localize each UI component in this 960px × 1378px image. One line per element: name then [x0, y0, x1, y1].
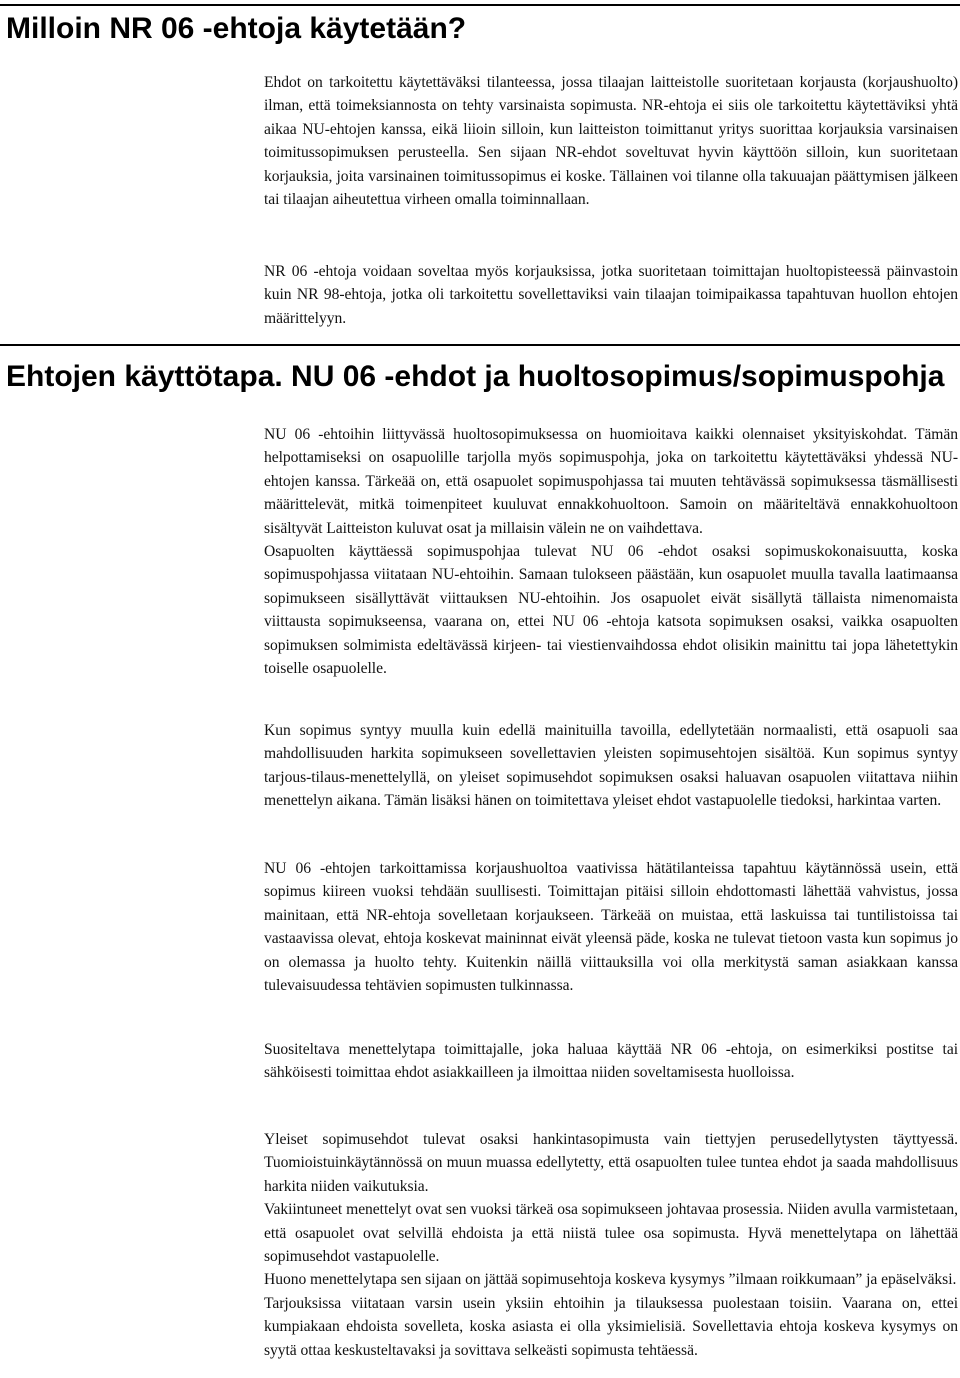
section-title: Ehtojen käyttötapa. NU 06 -ehdot ja huoltosopimus/sopimuspohja [6, 360, 945, 393]
paragraph-intro: Ehdot on tarkoitettu käytettäväksi tilanteessa, jossa tilaajan laitteistolle suoritetaan korjausta (korjaushuolto) ilman, että toimeksiannosta on tehty varsinaista sopimusta. NR-ehtoja ei siis ole tarkoitettu käytettäviksi yhtä aikaa NU-ehtojen kanssa, eikä liioin silloin, kun laitteiston toimittanut yritys suorittaa korjauksia varsinaisen toimitussopimuksen perusteella. Sen sijaan NR-ehdot soveltuvat hyvin käyttöön silloin, kun suoritetaan korjauksia, joita varsinainen toimitussopimus ei koske. Tällainen voi tilanne olla takuuajan päättymisen jälkeen tai tilaajan aiheutettua virheen omalla toiminnallaan. [264, 74, 958, 209]
paragraph-general-terms: Yleiset sopimusehdot tulevat osaksi hankintasopimusta vain tiettyjen perusedellytysten täyttyessä. Tuomioistuinkäytännössä on muun muassa edellytetty, että osapuolten tulee tuntea ehdot ja saada mahdollisuus harkita niiden vaikutuksia. Vakiintuneet menettelyt ovat sen vuoksi tärkeä osa sopimukseen johtavaa prosessia. Niiden avulla varmistetaan, että osapuolet ovat selvillä ehdoista ja että niistä tulee osa sopimusta. Hyvä menettelytapa on lähettää sopimusehdot vastapuolelle. Huono menettelytapa sen sijaan on jättää sopimusehtoja koskeva kysymys ”ilmaan roikkumaan” ja epäselväksi. Tarjouksissa viitataan varsin usein yksiin ehtoihin ja tilauksessa puolestaan toisiin. Vaarana on, ettei kumpiakaan ehdoista sovelleta, koska asiasta ei olla yksimielisiä. Sovellettavia ehtoja koskeva kysymys on syytä ottaa keskusteltavaksi ja sovittava selkeästi sopimusta tehtäessä. [264, 1131, 958, 1359]
paragraph-emergency: NU 06 -ehtojen tarkoittamissa korjaushuoltoa vaativissa hätätilanteissa tapahtuu käytännössä usein, että sopimus kiireen vuoksi tehdään suullisesti. Toimittajan pitäisi silloin ehdottomasti lähettää vahvistus, jossa mainitaan, että NR-ehtoja sovelletaan korjaukseen. Tärkeää on muistaa, että laskuissa tai tuntilistoissa tai vastaavissa olevat, ehtoja koskevat maininnat eivät yleensä päde, koska ne tulevat tietoon vasta kun sopimus jo on olemassa ja huolto tehty. Kuitenkin näillä viittauksilla voi olla merkitystä saman asiakkaan kanssa tulevaisuudessa tehtävien sopimusten tulkinnassa. [264, 860, 958, 995]
title-text: Milloin NR 06 -ehtoja käytetään? [6, 12, 467, 45]
paragraph-service-point: NR 06 -ehtoja voidaan soveltaa myös korjauksissa, jotka suoritetaan toimittajan huoltopisteessä päinvastoin kuin NR 98-ehtoja, jotka oli tarkoitettu sovellettaviksi vain tilaajan toimipaikassa tapahtuvan huollon ehtojen määrittelyyn. [264, 263, 958, 327]
section-heading [0, 344, 960, 394]
paragraph-contract-template: NU 06 -ehtoihin liittyvässä huoltosopimuksessa on huomioitava kaikki olennaiset yksityiskohdat. Tämän helpottamiseksi on osapuolille tarjolla myös sopimuspohja, joka on tarkoitettu käytettäväksi yhdessä NU-ehtojen kanssa. Tärkeää on, että osapuolet sopimuspohjassa tai muuten tehtävässä sopimuksessa täsmällisesti määrittelevät, mitkä toimenpiteet kuuluvat ennakkohuoltoon. Samoin on määriteltävä ennakkohuoltoon sisältyvät Laitteiston kuluvat osat ja millaisin välein ne on vaihdettava. Osapuolten käyttäessä sopimuspohjaa tulevat NU 06 -ehdot osaksi sopimuskokonaisuutta, koska sopimuspohjassa viitataan NU-ehtoihin. Samaan tulokseen päästään, kun osapuolet muulla tavalla laatimaansa sopimukseen sisällyttävät viittauksen NU-ehtoihin. Jos osapuolet eivät sisällytä tällaista nimenomaista viittausta sopimukseensa, vaarana on, ettei NU 06 -ehtoja katsota sopimuksen osaksi, vaikka osapuolten sopimuksen solmimista edeltävässä kirjeen- tai viestienvaihdossa ehdot olisikin mainittu tai jopa lähetettykin toiselle osapuolelle. [264, 426, 958, 678]
title-rule [0, 4, 960, 6]
paragraph-other-methods: Kun sopimus syntyy muulla kuin edellä mainituilla tavoilla, edellytetään normaalisti, että osapuoli saa mahdollisuuden harkita sopimukseen sovellettavien yleisten sopimusehtojen sisältöä. Kun sopimus syntyy tarjous-tilaus-menettelyllä, on yleiset sopimusehdot sopimuksen osaksi haluavan osapuolen viitattava niihin menettelyn aikana. Tämän lisäksi hänen on toimitettava yleiset ehdot vastapuolelle tiedoksi, harkintaa varten. [264, 722, 958, 810]
paragraph-recommended: Suositeltava menettelytapa toimittajalle, joka haluaa käyttää NR 06 -ehtoja, on esimerkiksi postitse tai sähköisesti toimittaa ehdot asiakkailleen ja ilmoittaa niiden soveltamisesta huolloissa. [264, 1041, 958, 1082]
page-title [0, 0, 960, 50]
section-rule [0, 344, 960, 346]
